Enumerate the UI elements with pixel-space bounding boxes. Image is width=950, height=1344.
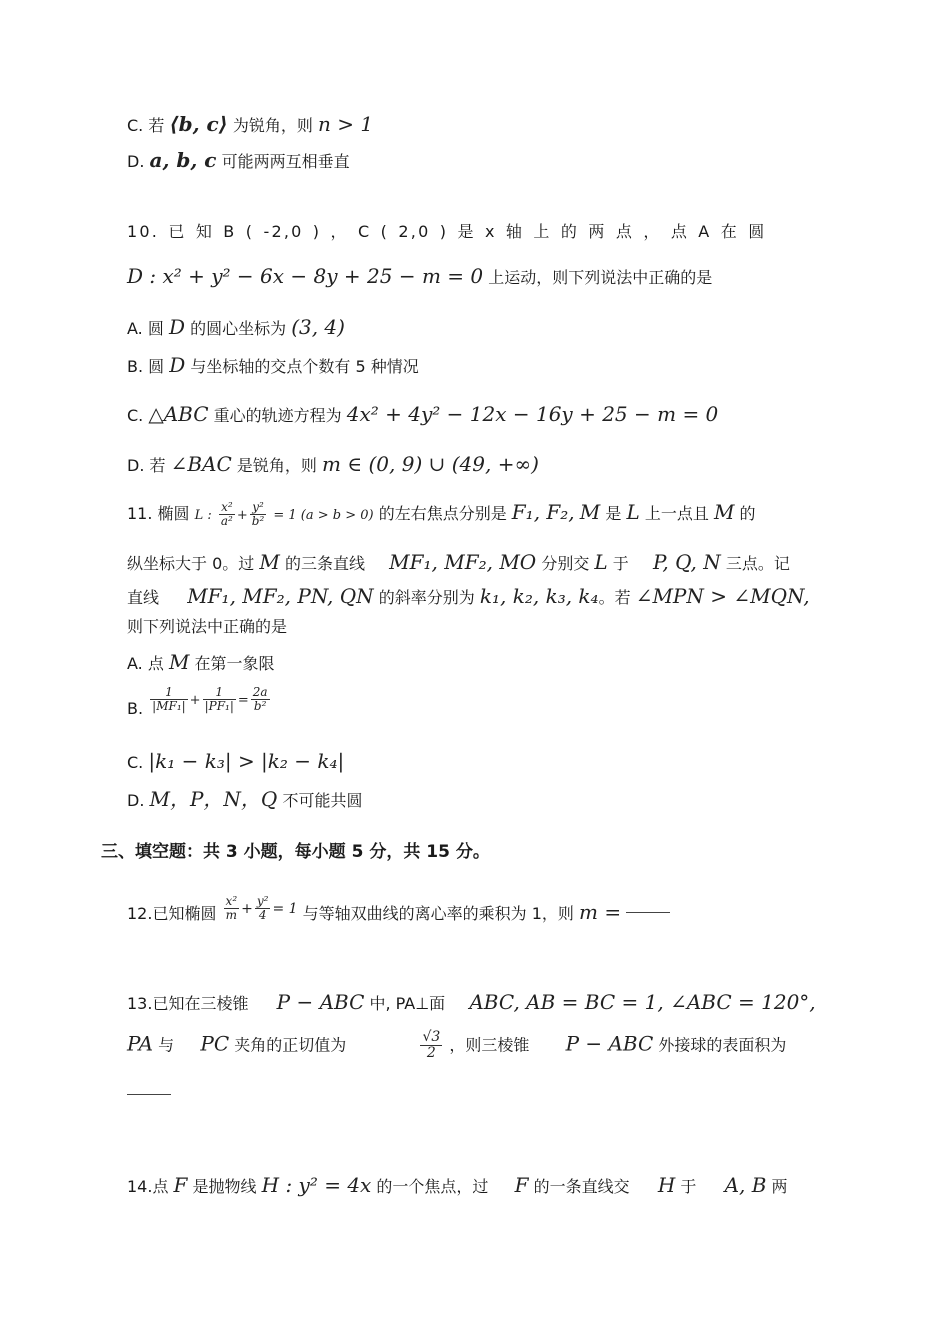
q11-option-b: B. $\frac{1}{\text{|MF₁|}}$ + $\frac{1}{\text{|PF₁|}}$ = $\frac{2a}{\text{b²}}$: [127, 685, 268, 719]
q10-option-c: C. △ABC 重心的轨迹方程为 4x² + 4y² − 12x − 16y + 25 − m = 0: [127, 402, 719, 426]
q11-stem-line3: 直线 MF₁, MF₂, PN, QN 的斜率分别为 k₁, k₂, k₃, k₄。若 ∠MPN > ∠MQN,: [127, 584, 810, 608]
q10-option-b: B. 圆 D 与坐标轴的交点个数有 5 种情况: [127, 353, 419, 377]
q11-option-d: D. M，P，N，Q 不可能共圆: [127, 787, 363, 811]
q12-answer-blank[interactable]: [626, 912, 670, 913]
q12-stem: 12.已知椭圆 $\frac{\text{x²}}{m}$ + $\frac{\text{y²}}{4}$ = 1 与等轴双曲线的离心率的乘积为 1，则 m =: [127, 895, 670, 924]
q11-stem-line4: 则下列说法中正确的是: [127, 617, 288, 636]
q13-answer-blank[interactable]: [127, 1078, 171, 1095]
q11-stem-line2: 纵坐标大于 0。过 M 的三条直线 MF₁, MF₂, MO 分别交 L 于 P, Q, N 三点。记: [127, 550, 790, 574]
q10-stem-line1: 10. 已 知 B ( -2,0 ) ， C ( 2,0 ) 是 x 轴 上 的 两 点 ， 点 A 在 圆: [127, 222, 767, 241]
q9-option-c: C. 若 ⟨b, c⟩ 为锐角，则 n > 1: [127, 112, 374, 136]
q9-option-d: D. a, b, c 可能两两互相垂直: [127, 148, 350, 172]
q10-option-d: D. 若 ∠BAC 是锐角，则 m ∈ (0, 9) ∪ (49, +∞): [127, 452, 539, 476]
q9-c-angle-expr: ⟨b, c⟩: [169, 112, 228, 136]
q11-option-c: C. |k₁ − k₃| > |k₂ − k₄|: [127, 749, 345, 773]
q11-option-a: A. 点 M 在第一象限: [127, 650, 275, 674]
q13-answer-blank-line: [127, 1078, 171, 1099]
q10-circle-equation: D : x² + y² − 6x − 8y + 25 − m = 0: [127, 264, 484, 288]
q10-stem-line2: D : x² + y² − 6x − 8y + 25 − m = 0 上运动，则下列说法中正确的是: [127, 264, 713, 288]
q11-stem-line1: 11. 椭圆 L : $\frac{\text{x²}}{\text{a²}}$ + $\frac{\text{y²}}{\text{b²}}$ = 1 (a > b > 0) 的左右焦点分别是 F₁, F₂, M 是 L 上一点且 M 的: [127, 499, 756, 528]
q13-stem-line2: PA 与 PC 夹角的正切值为 $\frac{√3}{2}$ ，则三棱锥 P − ABC 外接球的表面积为: [127, 1029, 787, 1062]
q13-stem-line1: 13.已知在三棱锥 P − ABC 中, PA⊥面 ABC, AB = BC = 1, ∠ABC = 120°,: [127, 990, 816, 1014]
q10-option-a: A. 圆 D 的圆心坐标为 (3, 4): [127, 315, 345, 339]
section-3-title: 三、填空题：共 3 小题，每小题 5 分，共 15 分。: [101, 842, 490, 862]
q14-stem: 14.点 F 是抛物线 H : y² = 4x 的一个焦点，过 F 的一条直线交 H 于 A, B 两: [127, 1173, 788, 1197]
